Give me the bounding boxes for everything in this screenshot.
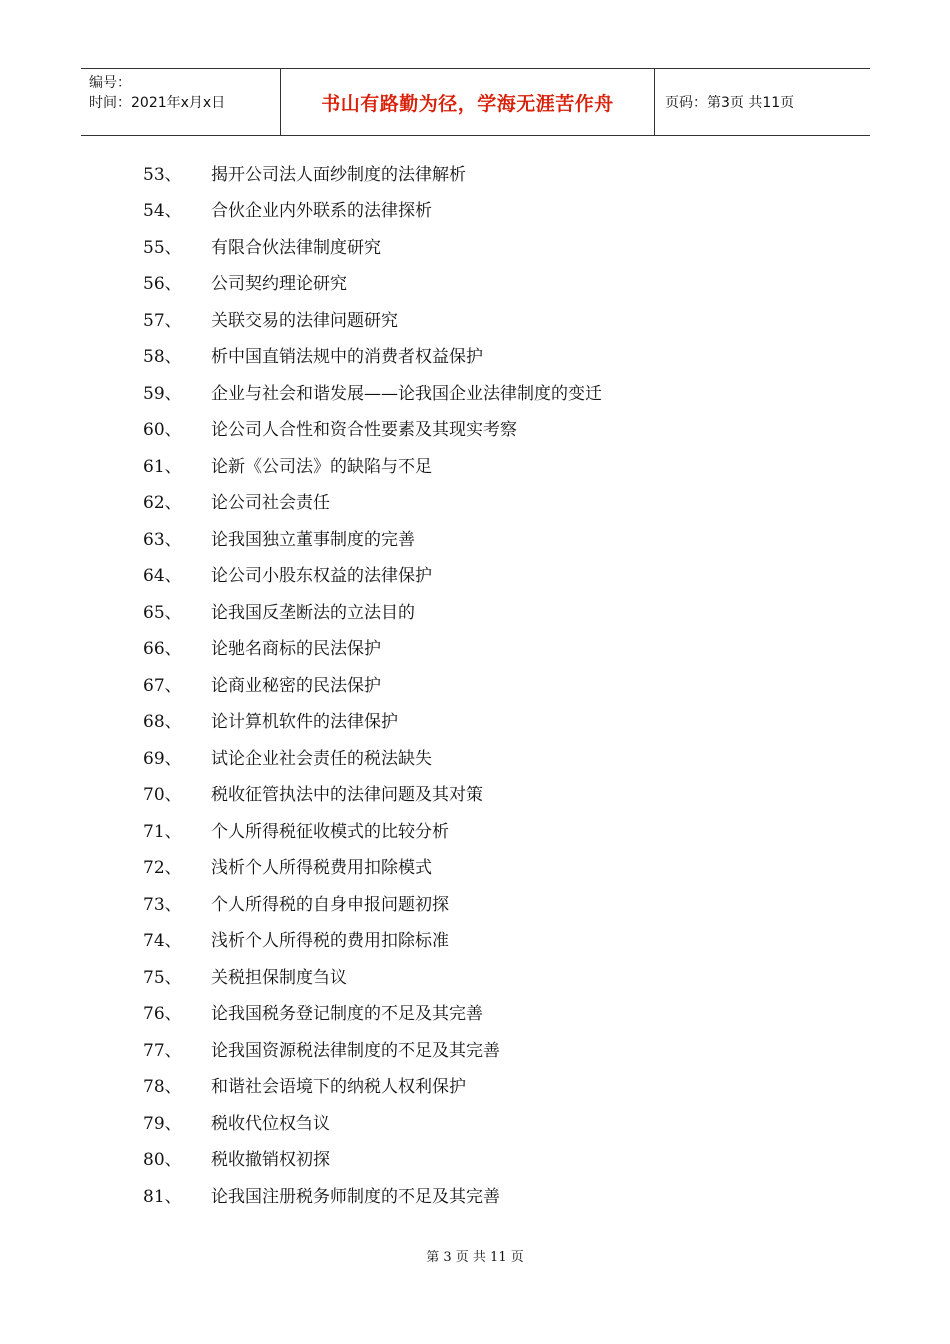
item-title: 个人所得税的自身申报问题初探 — [211, 894, 449, 915]
item-title: 和谐社会语境下的纳税人权利保护 — [211, 1077, 466, 1098]
item-title: 论新《公司法》的缺陷与不足 — [211, 456, 432, 477]
list-item — [143, 738, 843, 775]
list-item — [143, 921, 843, 958]
list-item — [143, 1067, 843, 1104]
item-title: 论公司小股东权益的法律保护 — [211, 566, 432, 587]
document-date-label: 时间：2021年x月x日 — [89, 95, 226, 111]
list-item — [143, 884, 843, 921]
item-number: 63、 — [143, 529, 182, 550]
item-title: 税收代位权刍议 — [211, 1113, 330, 1134]
item-number: 73、 — [143, 894, 182, 915]
list-item — [143, 957, 843, 994]
item-number: 69、 — [143, 748, 182, 769]
document-number-label: 编号： — [89, 75, 131, 91]
item-title: 论我国独立董事制度的完善 — [211, 529, 415, 550]
list-item — [143, 592, 843, 629]
item-title: 论我国反垄断法的立法目的 — [211, 602, 415, 623]
item-number: 64、 — [143, 566, 182, 587]
list-item — [143, 1176, 843, 1213]
item-number: 66、 — [143, 639, 182, 660]
page-footer: 第 3 页 共 11 页 — [426, 1250, 524, 1265]
item-title: 关税担保制度刍议 — [211, 967, 347, 988]
item-number: 53、 — [143, 164, 182, 185]
item-number: 70、 — [143, 785, 182, 806]
item-title: 论驰名商标的民法保护 — [211, 639, 381, 660]
item-title: 浅析个人所得税的费用扣除标准 — [211, 931, 449, 952]
item-number: 58、 — [143, 347, 182, 368]
item-title: 浅析个人所得税费用扣除模式 — [211, 858, 432, 879]
item-title: 合伙企业内外联系的法律探析 — [211, 201, 432, 222]
list-item — [143, 373, 843, 410]
item-number: 76、 — [143, 1004, 182, 1025]
item-number: 62、 — [143, 493, 182, 514]
list-item — [143, 337, 843, 374]
list-item — [143, 702, 843, 739]
item-title: 论我国注册税务师制度的不足及其完善 — [211, 1186, 500, 1207]
list-item — [143, 994, 843, 1031]
item-number: 81、 — [143, 1186, 182, 1207]
list-item — [143, 191, 843, 228]
header-page-number: 页码：第3页 共11页 — [665, 95, 795, 111]
list-item — [143, 483, 843, 520]
item-title: 税收撤销权初探 — [211, 1150, 330, 1171]
item-title: 试论企业社会责任的税法缺失 — [211, 748, 432, 769]
list-item — [143, 775, 843, 812]
item-title: 析中国直销法规中的消费者权益保护 — [211, 347, 483, 368]
item-title: 揭开公司法人面纱制度的法律解析 — [211, 164, 466, 185]
item-title: 论我国资源税法律制度的不足及其完善 — [211, 1040, 500, 1061]
list-item — [143, 1140, 843, 1177]
item-title: 有限合伙法律制度研究 — [211, 237, 381, 258]
list-item — [143, 665, 843, 702]
item-number: 80、 — [143, 1150, 182, 1171]
item-number: 60、 — [143, 420, 182, 441]
item-number: 75、 — [143, 967, 182, 988]
item-number: 56、 — [143, 274, 182, 295]
item-number: 78、 — [143, 1077, 182, 1098]
item-number: 65、 — [143, 602, 182, 623]
list-item — [143, 264, 843, 301]
list-item — [143, 519, 843, 556]
item-number: 61、 — [143, 456, 182, 477]
header-motto: 书山有路勤为径，学海无涯苦作舟 — [281, 69, 655, 135]
list-item — [143, 1103, 843, 1140]
list-item — [143, 848, 843, 885]
page-header — [81, 68, 870, 136]
list-item — [143, 300, 843, 337]
list-item — [143, 227, 843, 264]
topic-list — [143, 154, 843, 1213]
item-title: 税收征管执法中的法律问题及其对策 — [211, 785, 483, 806]
item-number: 71、 — [143, 821, 182, 842]
item-number: 55、 — [143, 237, 182, 258]
item-title: 个人所得税征收模式的比较分析 — [211, 821, 449, 842]
item-title: 关联交易的法律问题研究 — [211, 310, 398, 331]
item-number: 72、 — [143, 858, 182, 879]
item-number: 68、 — [143, 712, 182, 733]
item-title: 论公司人合性和资合性要素及其现实考察 — [211, 420, 517, 441]
item-number: 54、 — [143, 201, 182, 222]
item-number: 77、 — [143, 1040, 182, 1061]
header-meta — [81, 69, 281, 135]
list-item — [143, 629, 843, 666]
item-number: 67、 — [143, 675, 182, 696]
item-number: 79、 — [143, 1113, 182, 1134]
item-title: 公司契约理论研究 — [211, 274, 347, 295]
list-item — [143, 446, 843, 483]
item-title: 论我国税务登记制度的不足及其完善 — [211, 1004, 483, 1025]
list-item — [143, 154, 843, 191]
item-title: 企业与社会和谐发展——论我国企业法律制度的变迁 — [211, 383, 602, 404]
item-number: 74、 — [143, 931, 182, 952]
item-number: 57、 — [143, 310, 182, 331]
list-item — [143, 410, 843, 447]
item-title: 论商业秘密的民法保护 — [211, 675, 381, 696]
item-title: 论公司社会责任 — [211, 493, 330, 514]
list-item — [143, 556, 843, 593]
item-title: 论计算机软件的法律保护 — [211, 712, 398, 733]
item-number: 59、 — [143, 383, 182, 404]
list-item — [143, 1030, 843, 1067]
list-item — [143, 811, 843, 848]
